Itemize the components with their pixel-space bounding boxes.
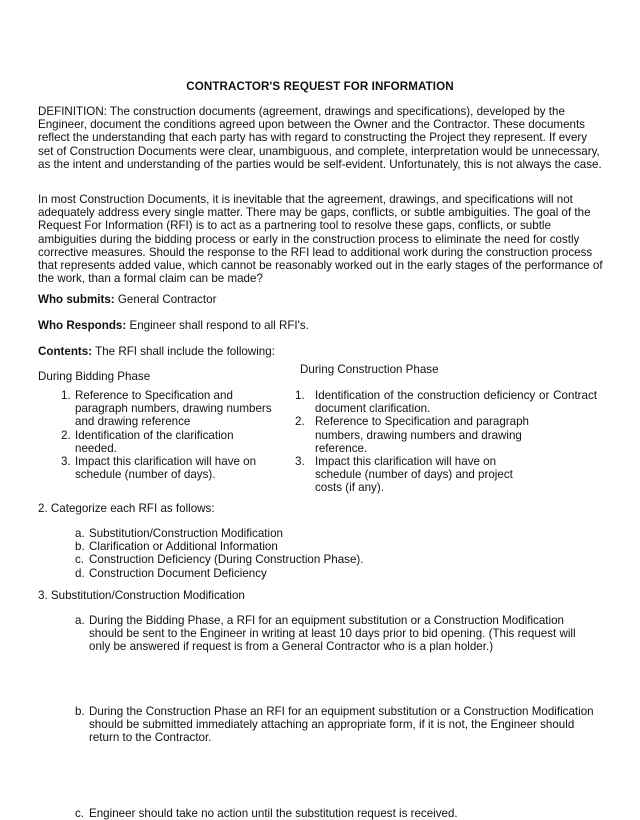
section-2-heading: Categorize each RFI as follows: — [50, 502, 215, 515]
list-text: Construction Deficiency (During Construction Phase). — [89, 553, 364, 567]
definition-paragraph: DEFINITION: The construction documents (agreement, drawings and specifications), developed by the Engineer, document the conditions agreed upon between the Owner and the Contractor. These documents reflect the understanding that each party has with regard to constructing the Project they represent. If every set of Construction Documents were clear, unambiguous, and complete, interpretation would be unnecessary, as the intent and understanding of the parties would be self-evident. Unfortunately, this is not always the case. — [38, 105, 602, 171]
section-2-list — [75, 527, 595, 580]
list-letter: a. — [75, 527, 85, 540]
list-number: 2. — [61, 428, 71, 442]
list-text: Identification of the construction deficiency or Contract document clarification. — [315, 389, 597, 416]
contents-line — [38, 345, 603, 358]
list-item — [75, 807, 600, 820]
list-text: Reference to Specification and paragraph numbers, drawing numbers and drawing reference — [75, 389, 272, 429]
list-text: During the Construction Phase an RFI for an equipment substitution or a Construction Modification should be submitted immediately attaching an appropriate form, if it is not, the Engineer should return to the Contractor. — [89, 704, 594, 745]
intro-paragraph: In most Construction Documents, it is inevitable that the agreement, drawings, and specifications will not adequately address every single matter. There may be gaps, conflicts, or subtle ambiguities. The goal of the Request For Information (RFI) is to act as a partnering tool to resolve these gaps, conflicts, or subtle ambiguities during the bidding process or early in the construction process to eliminate the need for costly corrective measures. Should the response to the RFI lead to additional work during the construction process that represents added value, which cannot be reasonably worked out in the early stages of the performance of the work, than a formal claim can be made? — [38, 193, 603, 286]
list-item — [75, 567, 595, 580]
list-number: 1. — [295, 389, 305, 402]
list-item — [295, 415, 597, 455]
list-item — [75, 540, 595, 553]
list-text: Engineer should take no action until the substitution request is received. — [89, 807, 458, 820]
list-number: 2. — [295, 415, 305, 429]
contents-label: Contents: — [38, 345, 93, 358]
list-item — [295, 455, 597, 495]
construction-phase-heading: During Construction Phase — [300, 363, 439, 376]
list-item — [75, 553, 595, 566]
list-letter: d. — [75, 566, 85, 580]
document-title: CONTRACTOR'S REQUEST FOR INFORMATION — [186, 80, 454, 93]
who-submits-label: Who submits: — [38, 293, 115, 306]
bidding-phase-list — [61, 389, 276, 481]
who-responds-value: Engineer shall respond to all RFI's. — [126, 319, 309, 332]
list-number: 3. — [295, 455, 305, 469]
list-text: Clarification or Additional Information — [89, 540, 278, 554]
bidding-phase-heading: During Bidding Phase — [38, 370, 151, 383]
list-letter: a. — [75, 614, 85, 627]
section-2-number: 2. — [38, 502, 48, 515]
section-3-number: 3. — [38, 589, 48, 602]
list-letter: c. — [75, 553, 85, 567]
who-submits-line — [38, 293, 603, 306]
list-letter: b. — [75, 540, 85, 554]
list-text: Impact this clarification will have on schedule (number of days) and project costs (if any). — [315, 455, 513, 495]
list-text: During the Bidding Phase, a RFI for an equipment substitution or a Construction Modification should be sent to the Engineer in writing at least 10 days prior to bid opening. (This request will only be answered if request is from a General Contractor who is a plan holder.) — [89, 614, 576, 654]
contents-value: The RFI shall include the following: — [92, 345, 275, 358]
list-letter: c. — [75, 807, 85, 820]
list-item — [61, 389, 276, 429]
list-text: Identification of the clarification needed. — [75, 428, 234, 455]
list-text: Substitution/Construction Modification — [89, 527, 283, 540]
list-number: 1. — [61, 389, 71, 402]
who-submits-value: General Contractor — [114, 293, 217, 306]
list-text: Impact this clarification will have on schedule (number of days). — [75, 455, 257, 482]
list-item — [61, 455, 276, 481]
list-item — [75, 614, 600, 654]
section-2-heading-line — [38, 502, 215, 515]
list-letter: b. — [75, 704, 85, 718]
list-item — [75, 527, 595, 540]
list-item — [75, 705, 600, 745]
who-responds-line — [38, 319, 603, 332]
section-3-heading-line — [38, 589, 245, 602]
list-text: Reference to Specification and paragraph numbers, drawing numbers and drawing reference. — [315, 415, 529, 455]
who-responds-label: Who Responds: — [38, 319, 127, 332]
section-3-heading: Substitution/Construction Modification — [50, 589, 245, 602]
construction-phase-list — [295, 389, 597, 495]
list-text: Construction Document Deficiency — [89, 566, 267, 580]
list-item — [295, 389, 597, 415]
list-number: 3. — [61, 455, 71, 469]
list-item — [61, 429, 276, 455]
